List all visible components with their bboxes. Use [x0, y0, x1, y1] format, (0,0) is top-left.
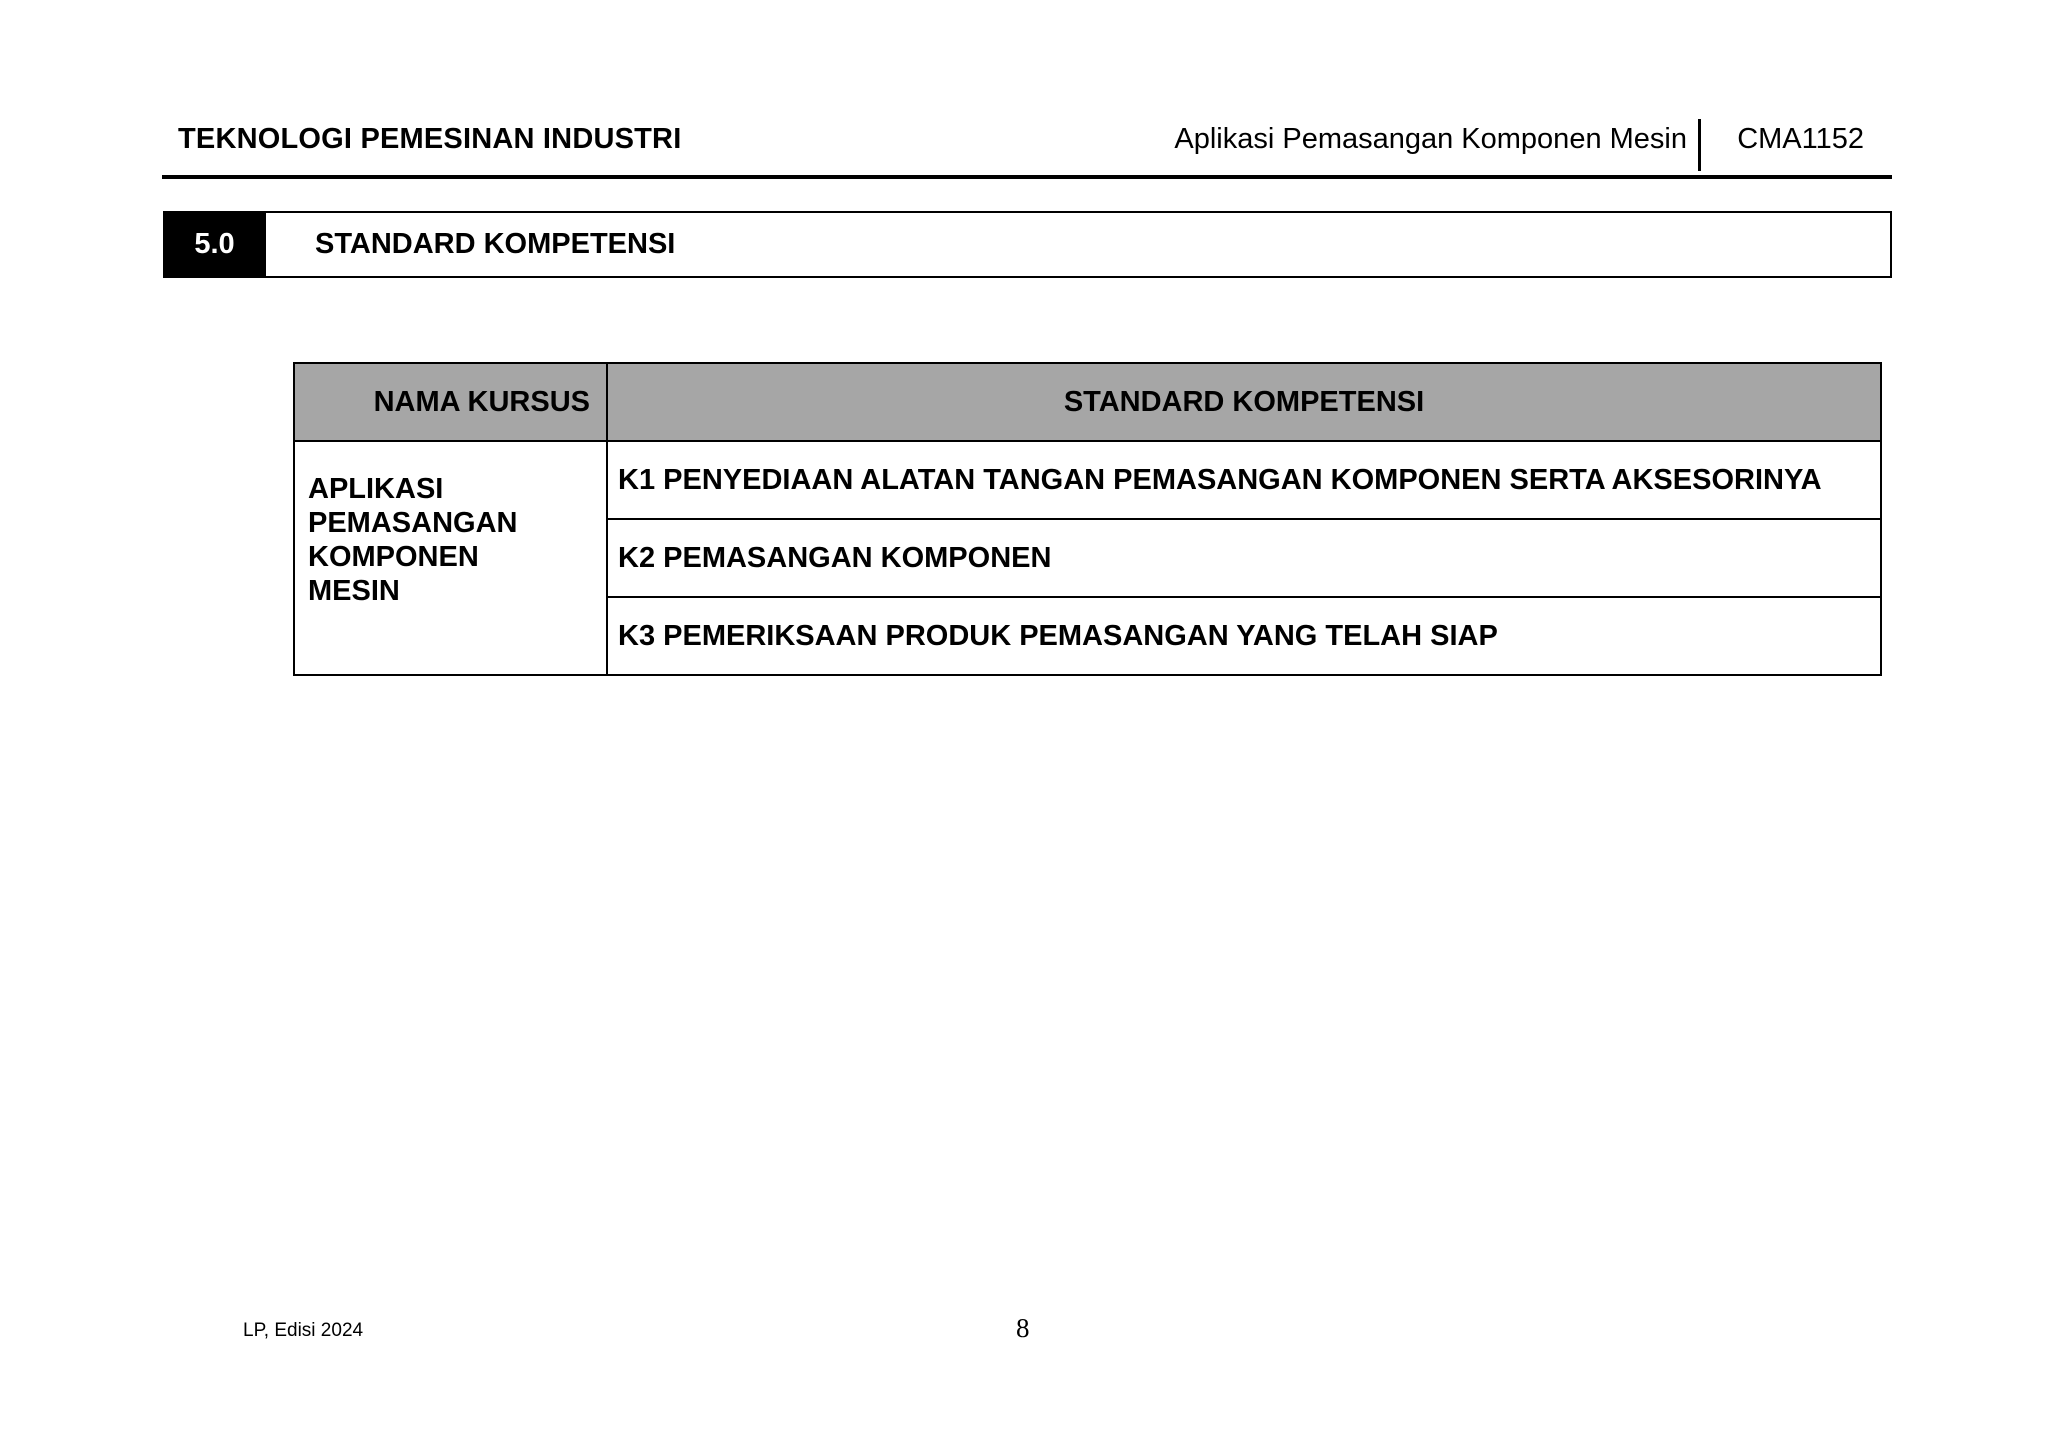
competency-k2: K2 PEMASANGAN KOMPONEN	[607, 519, 1881, 597]
page-number: 8	[1016, 1313, 1030, 1343]
competency-k1: K1 PENYEDIAAN ALATAN TANGAN PEMASANGAN KOMPONEN SERTA AKSESORINYA	[607, 441, 1881, 519]
header-competency-standard: STANDARD KOMPETENSI	[607, 363, 1881, 441]
course-code: CMA1152	[1737, 123, 1864, 155]
program-title: TEKNOLOGI PEMESINAN INDUSTRI	[178, 123, 682, 155]
course-name-cell	[294, 441, 607, 675]
course-name-line: KOMPONEN	[308, 541, 479, 573]
section-heading	[163, 211, 1892, 278]
course-title: Aplikasi Pemasangan Komponen Mesin	[1174, 123, 1687, 155]
course-name-line: MESIN	[308, 575, 400, 607]
course-name-line: APLIKASI	[308, 473, 444, 505]
table-header-row	[294, 363, 1881, 441]
section-number: 5.0	[163, 211, 266, 278]
section-title: STANDARD KOMPETENSI	[315, 228, 676, 260]
edition-label: LP, Edisi 2024	[243, 1320, 364, 1341]
course-name-line: PEMASANGAN	[308, 507, 518, 539]
competency-k3: K3 PEMERIKSAAN PRODUK PEMASANGAN YANG TELAH SIAP	[607, 597, 1881, 675]
competency-table	[293, 362, 1882, 676]
table-row	[294, 441, 1881, 519]
header-course-name: NAMA KURSUS	[294, 363, 607, 441]
page-header	[162, 115, 1892, 179]
header-divider	[1698, 119, 1701, 171]
